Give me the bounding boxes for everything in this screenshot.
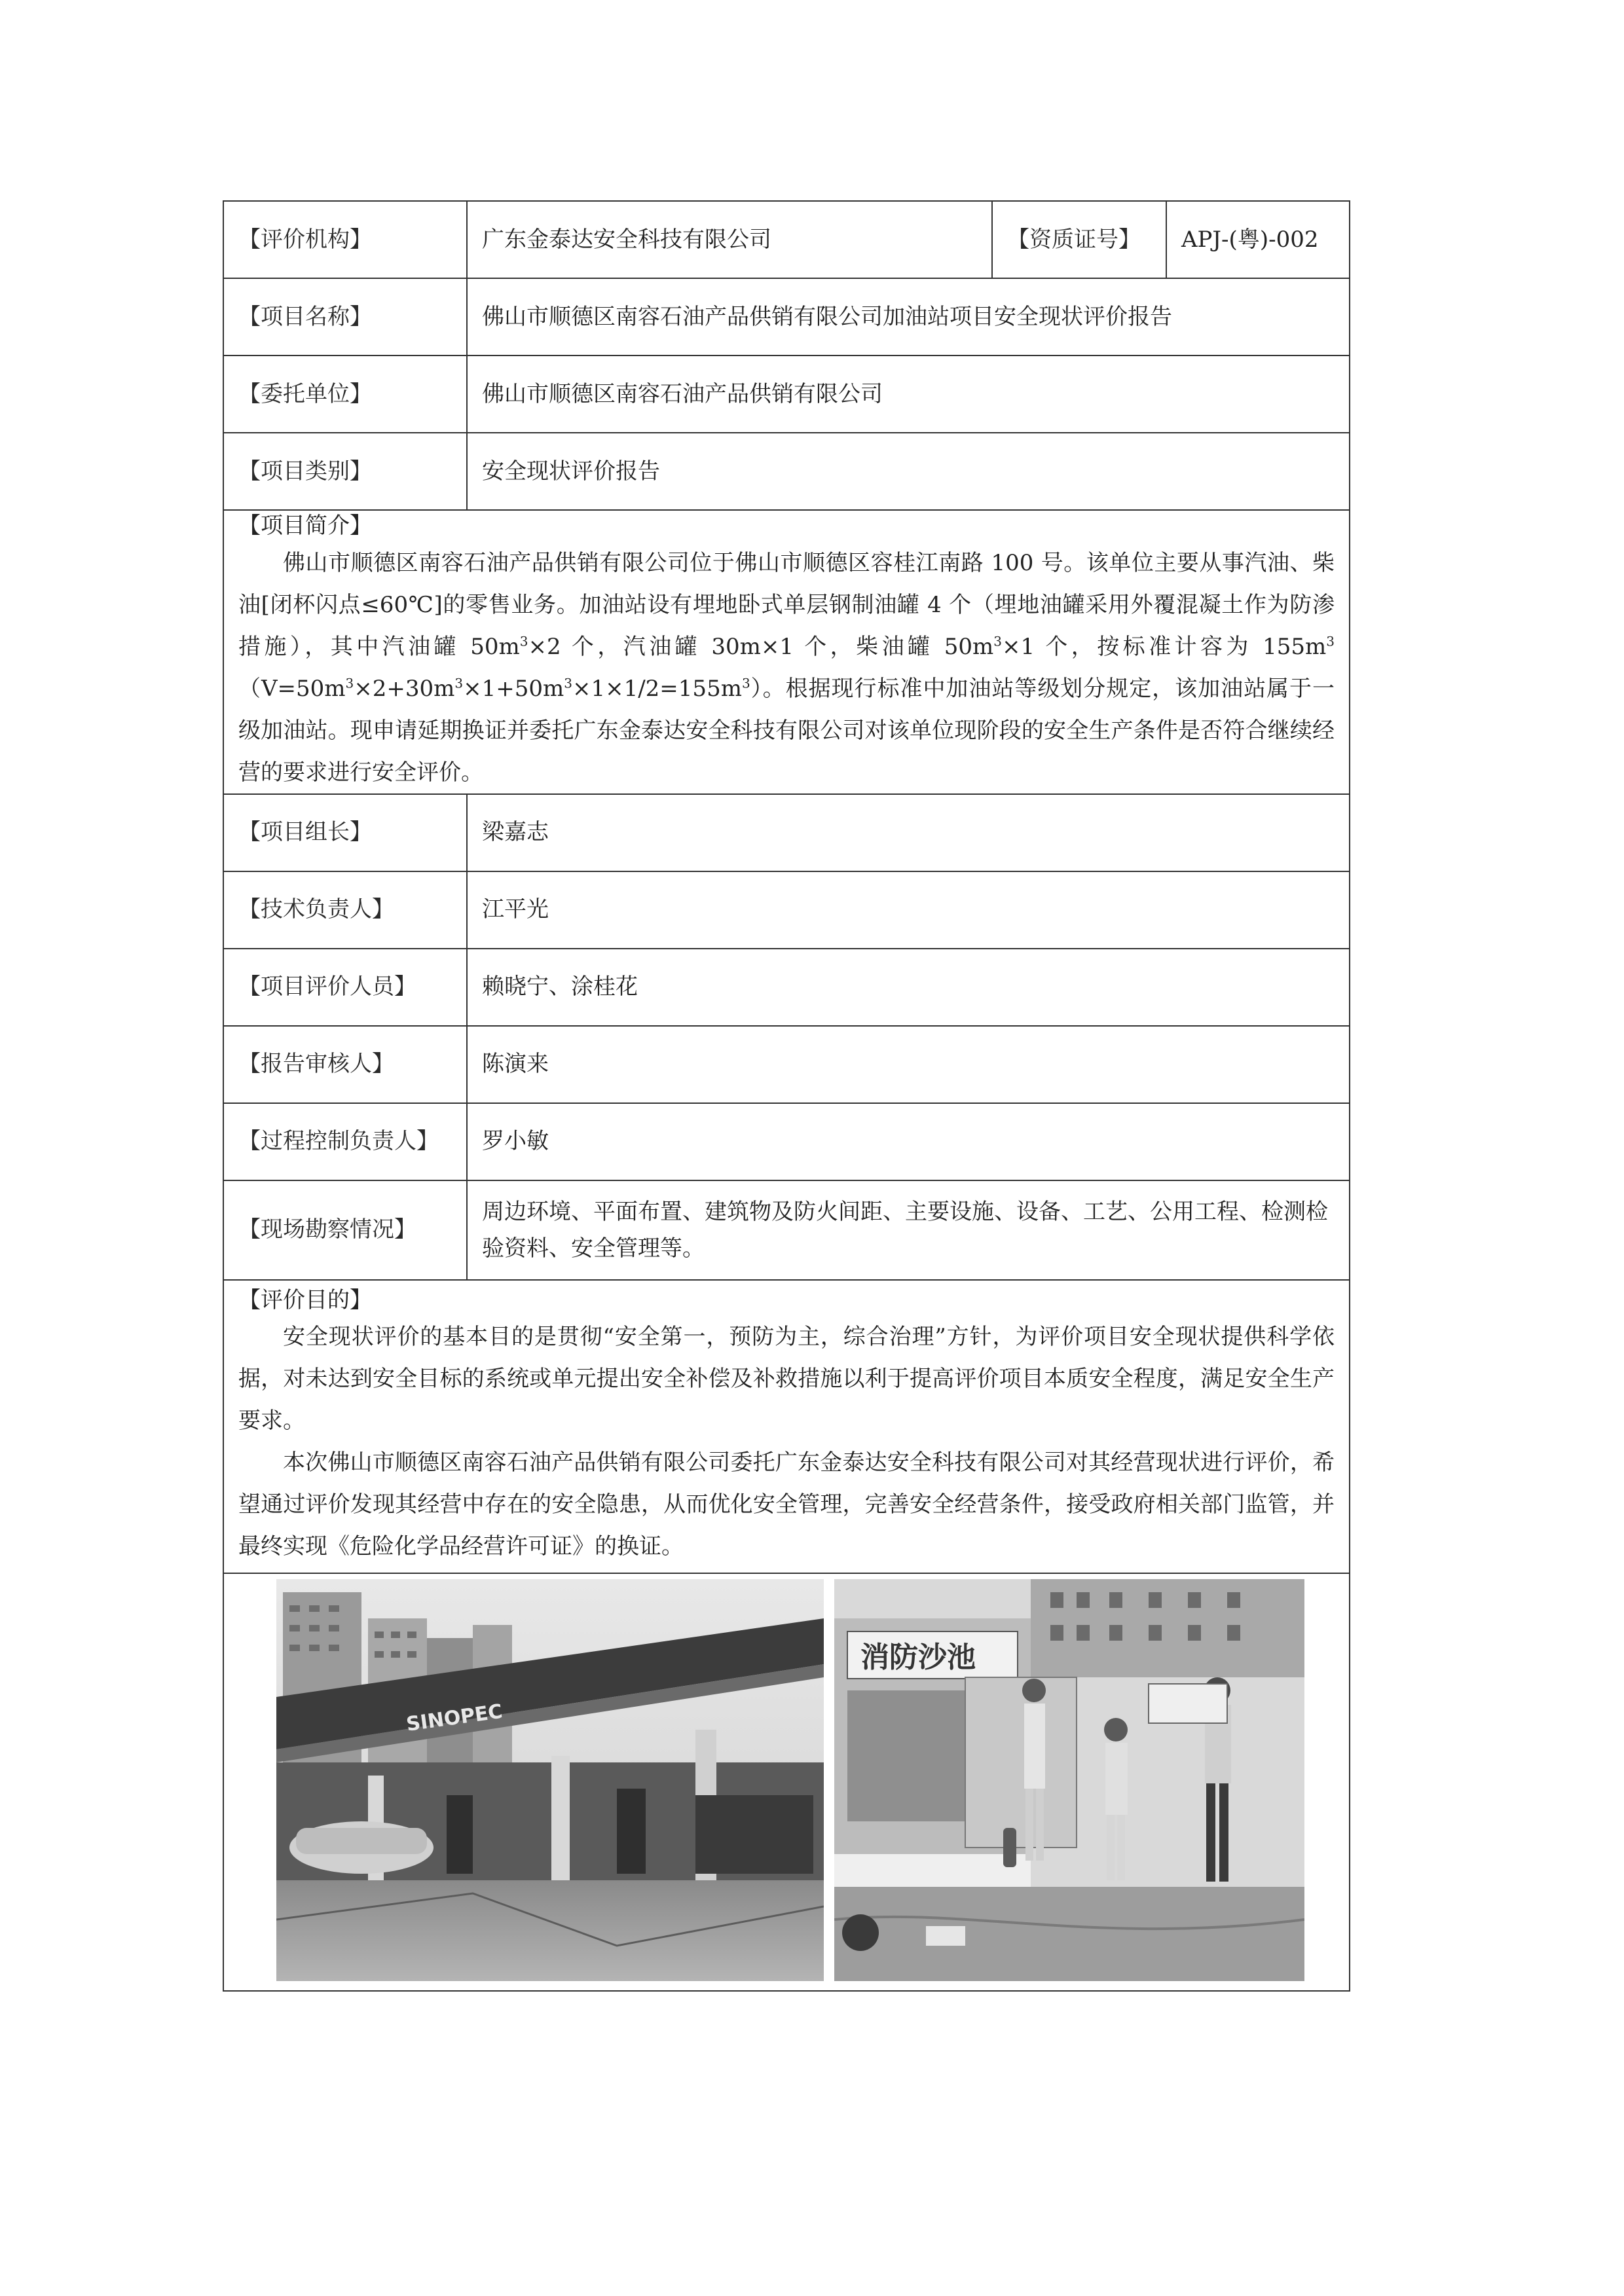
evaluators-label: 【项目评价人员】 (223, 949, 467, 1026)
client-label: 【委托单位】 (223, 355, 467, 433)
tech-label: 【技术负责人】 (223, 871, 467, 949)
project-name-row (223, 278, 1350, 355)
canopy-text: SINOPEC (405, 1700, 504, 1736)
leader-row (223, 794, 1350, 871)
reviewer-row (223, 1026, 1350, 1103)
intro-row (223, 510, 1350, 794)
project-name-value: 佛山市顺德区南容石油产品供销有限公司加油站项目安全现状评价报告 (467, 278, 1350, 355)
purpose-paragraph-2: 本次佛山市顺德区南容石油产品供销有限公司委托广东金泰达安全科技有限公司对其经营现状进行评价，希望通过评价发现其经营中存在的安全隐患，从而优化安全管理，完善安全经营条件，接受政府相关部门监管，并最终实现《危险化学品经营许可证》的换证。 (238, 1449, 1335, 1560)
intro-block (223, 510, 1350, 794)
process-value: 罗小敏 (467, 1103, 1350, 1180)
survey-row (223, 1180, 1350, 1280)
intro-paragraph: 佛山市顺德区南容石油产品供销有限公司位于佛山市顺德区容桂江南路 100 号。该单位主要从事汽油、柴油[闭杯闪点≤60℃]的零售业务。加油站设有埋地卧式单层钢制油罐 4 个（埋地油罐采用外覆混凝土作为防渗措施），其中汽油罐 $50m^3\times 2$ 个，汽油罐 30m×1 个，柴油罐 $50m^3\times 1$ 个，按标准计容为 $155m^3(V=50m^3\times 2+30m^3\times 1+50m^3\times 1\times 1/2=155m^3)$。根据现行标准中加油站等级划分规定，该加油站属于一级加油站。现申请延期换证并委托广东金泰达安全科技有限公司对该单位现阶段的安全生产条件是否符合继续经营的要求进行安全评价。 (238, 549, 1335, 786)
info-table (223, 200, 1350, 1992)
category-value: 安全现状评价报告 (467, 433, 1350, 510)
process-row (223, 1103, 1350, 1180)
evaluators-row (223, 949, 1350, 1026)
purpose-block (223, 1280, 1350, 1573)
reviewer-label: 【报告审核人】 (223, 1026, 467, 1103)
reviewer-value: 陈演来 (467, 1026, 1350, 1103)
cert-label: 【资质证号】 (992, 201, 1166, 278)
category-row (223, 433, 1350, 510)
process-label: 【过程控制负责人】 (223, 1103, 467, 1180)
org-row (223, 201, 1350, 278)
leader-value: 梁嘉志 (467, 794, 1350, 871)
purpose-title: 【评价目的】 (238, 1286, 372, 1313)
purpose-row (223, 1280, 1350, 1573)
category-label: 【项目类别】 (223, 433, 467, 510)
project-name-label: 【项目名称】 (223, 278, 467, 355)
leader-label: 【项目组长】 (223, 794, 467, 871)
client-row (223, 355, 1350, 433)
photos-row (223, 1573, 1350, 1991)
intro-title: 【项目简介】 (238, 513, 372, 539)
cert-value: APJ-(粤)-002 (1166, 201, 1350, 278)
tech-row (223, 871, 1350, 949)
org-value: 广东金泰达安全科技有限公司 (467, 201, 992, 278)
fire-sand-pool-photo (834, 1579, 1304, 1981)
client-value: 佛山市顺德区南容石油产品供销有限公司 (467, 355, 1350, 433)
sign-text: 消防沙池 (860, 1640, 976, 1674)
org-label: 【评价机构】 (223, 201, 467, 278)
survey-label: 【现场勘察情况】 (223, 1180, 467, 1280)
photos-cell (223, 1573, 1350, 1991)
evaluators-value: 赖晓宁、涂桂花 (467, 949, 1350, 1026)
purpose-paragraph-1: 安全现状评价的基本目的是贯彻“安全第一，预防为主，综合治理”方针，为评价项目安全现状提供科学依据，对未达到安全目标的系统或单元提出安全补偿及补救措施以利于提高评价项目本质安全程度，满足安全生产要求。 (238, 1324, 1335, 1434)
survey-value: 周边环境、平面布置、建筑物及防火间距、主要设施、设备、工艺、公用工程、检测检验资料、安全管理等。 (467, 1180, 1350, 1280)
gas-station-photo (276, 1579, 824, 1981)
tech-value: 江平光 (467, 871, 1350, 949)
report-sheet (223, 200, 1349, 1992)
